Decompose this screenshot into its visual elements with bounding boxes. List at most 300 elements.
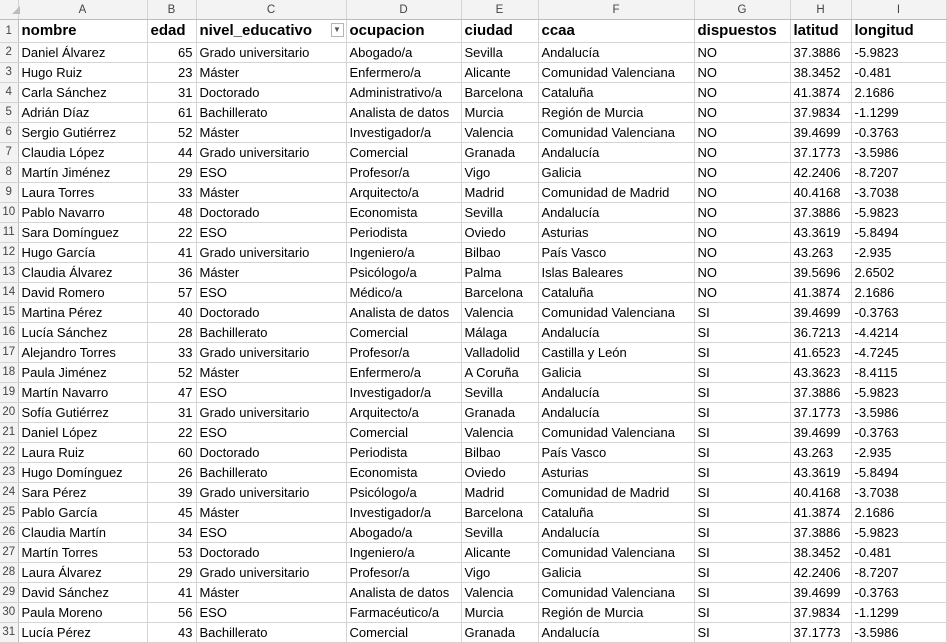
cell-ocupacion[interactable]: Comercial (346, 143, 461, 163)
cell-dispuestos[interactable]: SI (694, 363, 790, 383)
cell-ocupacion[interactable]: Analista de datos (346, 303, 461, 323)
cell-edad[interactable]: 28 (147, 323, 196, 343)
cell-dispuestos[interactable]: NO (694, 183, 790, 203)
cell-ocupacion[interactable]: Periodista (346, 443, 461, 463)
cell-nombre[interactable]: Lucía Pérez (18, 623, 147, 643)
cell-ccaa[interactable]: País Vasco (538, 243, 694, 263)
cell-latitud[interactable]: 37.1773 (790, 403, 851, 423)
cell-ciudad[interactable]: Barcelona (461, 283, 538, 303)
cell-nombre[interactable]: Martín Torres (18, 543, 147, 563)
header-cell-latitud[interactable] (790, 20, 851, 43)
cell-ciudad[interactable]: Barcelona (461, 83, 538, 103)
cell-edad[interactable]: 60 (147, 443, 196, 463)
cell-nivel-educativo[interactable]: ESO (196, 523, 346, 543)
row-header[interactable]: 24 (0, 483, 18, 503)
cell-latitud[interactable]: 42.2406 (790, 563, 851, 583)
cell-longitud[interactable]: -5.8494 (851, 223, 946, 243)
cell-ocupacion[interactable]: Investigador/a (346, 503, 461, 523)
cell-ciudad[interactable]: Málaga (461, 323, 538, 343)
row-header[interactable]: 1 (0, 20, 18, 43)
cell-ccaa[interactable]: Comunidad de Madrid (538, 183, 694, 203)
cell-nombre[interactable]: Laura Álvarez (18, 563, 147, 583)
cell-ocupacion[interactable]: Investigador/a (346, 383, 461, 403)
cell-latitud[interactable]: 43.3623 (790, 363, 851, 383)
cell-latitud[interactable]: 39.4699 (790, 123, 851, 143)
cell-nivel-educativo[interactable]: ESO (196, 383, 346, 403)
cell-latitud[interactable]: 39.4699 (790, 303, 851, 323)
cell-dispuestos[interactable]: SI (694, 503, 790, 523)
cell-longitud[interactable]: 2.1686 (851, 283, 946, 303)
cell-nivel-educativo[interactable]: Grado universitario (196, 243, 346, 263)
row-header[interactable]: 5 (0, 103, 18, 123)
cell-longitud[interactable]: -0.481 (851, 63, 946, 83)
cell-ocupacion[interactable]: Economista (346, 203, 461, 223)
cell-ciudad[interactable]: Granada (461, 623, 538, 643)
cell-ccaa[interactable]: Cataluña (538, 503, 694, 523)
cell-dispuestos[interactable]: SI (694, 323, 790, 343)
cell-ciudad[interactable]: Bilbao (461, 443, 538, 463)
cell-ccaa[interactable]: Cataluña (538, 83, 694, 103)
cell-ccaa[interactable]: Islas Baleares (538, 263, 694, 283)
cell-dispuestos[interactable]: SI (694, 603, 790, 623)
cell-ciudad[interactable]: Oviedo (461, 463, 538, 483)
cell-nombre[interactable]: Hugo Domínguez (18, 463, 147, 483)
cell-longitud[interactable]: -0.3763 (851, 123, 946, 143)
cell-edad[interactable]: 48 (147, 203, 196, 223)
row-header[interactable]: 13 (0, 263, 18, 283)
cell-dispuestos[interactable]: NO (694, 243, 790, 263)
cell-ciudad[interactable]: Vigo (461, 563, 538, 583)
cell-edad[interactable]: 53 (147, 543, 196, 563)
row-header[interactable]: 9 (0, 183, 18, 203)
cell-edad[interactable]: 56 (147, 603, 196, 623)
cell-latitud[interactable]: 37.1773 (790, 623, 851, 643)
cell-nombre[interactable]: Hugo Ruiz (18, 63, 147, 83)
cell-dispuestos[interactable]: SI (694, 403, 790, 423)
cell-ccaa[interactable]: Comunidad Valenciana (538, 123, 694, 143)
cell-ocupacion[interactable]: Investigador/a (346, 123, 461, 143)
cell-latitud[interactable]: 39.4699 (790, 583, 851, 603)
row-header[interactable]: 14 (0, 283, 18, 303)
cell-ciudad[interactable]: Granada (461, 143, 538, 163)
row-header[interactable]: 25 (0, 503, 18, 523)
cell-edad[interactable]: 22 (147, 423, 196, 443)
cell-ocupacion[interactable]: Comercial (346, 323, 461, 343)
cell-ocupacion[interactable]: Administrativo/a (346, 83, 461, 103)
column-header-f[interactable]: F (538, 0, 694, 20)
cell-nombre[interactable]: Hugo García (18, 243, 147, 263)
cell-dispuestos[interactable]: SI (694, 463, 790, 483)
cell-ccaa[interactable]: Asturias (538, 223, 694, 243)
cell-longitud[interactable]: 2.1686 (851, 503, 946, 523)
cell-ocupacion[interactable]: Comercial (346, 623, 461, 643)
row-header[interactable]: 31 (0, 623, 18, 643)
cell-dispuestos[interactable]: NO (694, 283, 790, 303)
cell-latitud[interactable]: 40.4168 (790, 183, 851, 203)
cell-latitud[interactable]: 37.3886 (790, 43, 851, 63)
cell-dispuestos[interactable]: SI (694, 443, 790, 463)
cell-nivel-educativo[interactable]: ESO (196, 223, 346, 243)
cell-ccaa[interactable]: Andalucía (538, 403, 694, 423)
cell-ccaa[interactable]: Andalucía (538, 523, 694, 543)
cell-nombre[interactable]: Sofía Gutiérrez (18, 403, 147, 423)
cell-ciudad[interactable]: Sevilla (461, 383, 538, 403)
row-header[interactable]: 28 (0, 563, 18, 583)
cell-latitud[interactable]: 42.2406 (790, 163, 851, 183)
cell-ciudad[interactable]: Barcelona (461, 503, 538, 523)
row-header[interactable]: 27 (0, 543, 18, 563)
cell-latitud[interactable]: 41.3874 (790, 83, 851, 103)
cell-nivel-educativo[interactable]: Bachillerato (196, 623, 346, 643)
cell-longitud[interactable]: -4.7245 (851, 343, 946, 363)
cell-latitud[interactable]: 41.6523 (790, 343, 851, 363)
row-header[interactable]: 22 (0, 443, 18, 463)
header-cell-ccaa[interactable] (538, 20, 694, 43)
cell-longitud[interactable]: -0.3763 (851, 423, 946, 443)
cell-edad[interactable]: 41 (147, 243, 196, 263)
cell-nombre[interactable]: Lucía Sánchez (18, 323, 147, 343)
row-header[interactable]: 6 (0, 123, 18, 143)
cell-edad[interactable]: 40 (147, 303, 196, 323)
cell-edad[interactable]: 44 (147, 143, 196, 163)
cell-ocupacion[interactable]: Enfermero/a (346, 363, 461, 383)
cell-ccaa[interactable]: Cataluña (538, 283, 694, 303)
cell-longitud[interactable]: -5.9823 (851, 383, 946, 403)
header-cell-ocupacion[interactable] (346, 20, 461, 43)
cell-dispuestos[interactable]: SI (694, 563, 790, 583)
cell-dispuestos[interactable]: SI (694, 583, 790, 603)
cell-ocupacion[interactable]: Psicólogo/a (346, 483, 461, 503)
cell-nivel-educativo[interactable]: Máster (196, 263, 346, 283)
row-header[interactable]: 10 (0, 203, 18, 223)
cell-ocupacion[interactable]: Profesor/a (346, 163, 461, 183)
cell-ciudad[interactable]: Valencia (461, 303, 538, 323)
cell-edad[interactable]: 52 (147, 123, 196, 143)
row-header[interactable]: 3 (0, 63, 18, 83)
cell-latitud[interactable]: 37.3886 (790, 383, 851, 403)
cell-edad[interactable]: 34 (147, 523, 196, 543)
cell-ccaa[interactable]: Comunidad Valenciana (538, 543, 694, 563)
cell-ciudad[interactable]: Valencia (461, 123, 538, 143)
cell-latitud[interactable]: 36.7213 (790, 323, 851, 343)
cell-dispuestos[interactable]: SI (694, 543, 790, 563)
cell-dispuestos[interactable]: NO (694, 103, 790, 123)
row-header[interactable]: 4 (0, 83, 18, 103)
select-all-corner[interactable] (0, 0, 18, 20)
row-header[interactable]: 12 (0, 243, 18, 263)
cell-latitud[interactable]: 37.3886 (790, 523, 851, 543)
cell-dispuestos[interactable]: NO (694, 163, 790, 183)
cell-dispuestos[interactable]: SI (694, 343, 790, 363)
header-cell-nombre[interactable] (18, 20, 147, 43)
cell-longitud[interactable]: -8.4115 (851, 363, 946, 383)
cell-longitud[interactable]: -3.7038 (851, 483, 946, 503)
cell-longitud[interactable]: -3.7038 (851, 183, 946, 203)
cell-nivel-educativo[interactable]: Bachillerato (196, 323, 346, 343)
cell-dispuestos[interactable]: NO (694, 143, 790, 163)
cell-dispuestos[interactable]: NO (694, 63, 790, 83)
cell-ccaa[interactable]: Región de Murcia (538, 103, 694, 123)
cell-ciudad[interactable]: Vigo (461, 163, 538, 183)
cell-ciudad[interactable]: Alicante (461, 63, 538, 83)
cell-nombre[interactable]: Sara Pérez (18, 483, 147, 503)
cell-nombre[interactable]: Sara Domínguez (18, 223, 147, 243)
cell-edad[interactable]: 39 (147, 483, 196, 503)
cell-ocupacion[interactable]: Psicólogo/a (346, 263, 461, 283)
cell-nivel-educativo[interactable]: Bachillerato (196, 463, 346, 483)
cell-longitud[interactable]: -5.9823 (851, 203, 946, 223)
cell-ciudad[interactable]: Madrid (461, 183, 538, 203)
cell-ocupacion[interactable]: Ingeniero/a (346, 543, 461, 563)
filter-dropdown-button[interactable]: ▼ (331, 23, 344, 37)
cell-ocupacion[interactable]: Profesor/a (346, 563, 461, 583)
cell-nivel-educativo[interactable]: Doctorado (196, 303, 346, 323)
cell-ocupacion[interactable]: Economista (346, 463, 461, 483)
cell-dispuestos[interactable]: NO (694, 203, 790, 223)
cell-dispuestos[interactable]: SI (694, 383, 790, 403)
cell-nivel-educativo[interactable]: Máster (196, 503, 346, 523)
cell-edad[interactable]: 31 (147, 83, 196, 103)
cell-nivel-educativo[interactable]: Doctorado (196, 443, 346, 463)
cell-dispuestos[interactable]: SI (694, 483, 790, 503)
cell-nombre[interactable]: Paula Moreno (18, 603, 147, 623)
row-header[interactable]: 26 (0, 523, 18, 543)
column-header-i[interactable]: I (851, 0, 946, 20)
cell-ccaa[interactable]: Asturias (538, 463, 694, 483)
cell-ccaa[interactable]: Andalucía (538, 143, 694, 163)
cell-ccaa[interactable]: Comunidad Valenciana (538, 423, 694, 443)
cell-ccaa[interactable]: Galicia (538, 163, 694, 183)
cell-nombre[interactable]: Martín Jiménez (18, 163, 147, 183)
cell-nivel-educativo[interactable]: Máster (196, 363, 346, 383)
header-cell-ciudad[interactable] (461, 20, 538, 43)
cell-ocupacion[interactable]: Comercial (346, 423, 461, 443)
cell-nombre[interactable]: Daniel López (18, 423, 147, 443)
cell-nombre[interactable]: Laura Ruiz (18, 443, 147, 463)
cell-ccaa[interactable]: Andalucía (538, 623, 694, 643)
cell-longitud[interactable]: 2.6502 (851, 263, 946, 283)
cell-dispuestos[interactable]: NO (694, 263, 790, 283)
cell-edad[interactable]: 47 (147, 383, 196, 403)
cell-nombre[interactable]: Adrián Díaz (18, 103, 147, 123)
cell-dispuestos[interactable]: SI (694, 423, 790, 443)
cell-longitud[interactable]: -0.3763 (851, 583, 946, 603)
cell-nombre[interactable]: Alejandro Torres (18, 343, 147, 363)
cell-dispuestos[interactable]: NO (694, 223, 790, 243)
cell-ccaa[interactable]: Comunidad Valenciana (538, 583, 694, 603)
cell-ocupacion[interactable]: Arquitecto/a (346, 403, 461, 423)
cell-latitud[interactable]: 39.4699 (790, 423, 851, 443)
row-header[interactable]: 18 (0, 363, 18, 383)
column-header-e[interactable]: E (461, 0, 538, 20)
cell-dispuestos[interactable]: NO (694, 83, 790, 103)
cell-latitud[interactable]: 38.3452 (790, 543, 851, 563)
cell-ciudad[interactable]: Madrid (461, 483, 538, 503)
cell-longitud[interactable]: -5.9823 (851, 523, 946, 543)
cell-edad[interactable]: 61 (147, 103, 196, 123)
cell-edad[interactable]: 29 (147, 163, 196, 183)
row-header[interactable]: 17 (0, 343, 18, 363)
row-header[interactable]: 20 (0, 403, 18, 423)
cell-nivel-educativo[interactable]: ESO (196, 423, 346, 443)
cell-ocupacion[interactable]: Farmacéutico/a (346, 603, 461, 623)
cell-dispuestos[interactable]: SI (694, 303, 790, 323)
cell-ciudad[interactable]: Sevilla (461, 43, 538, 63)
header-cell-dispuestos[interactable] (694, 20, 790, 43)
cell-edad[interactable]: 26 (147, 463, 196, 483)
cell-ccaa[interactable]: Galicia (538, 363, 694, 383)
cell-latitud[interactable]: 37.3886 (790, 203, 851, 223)
cell-ciudad[interactable]: Bilbao (461, 243, 538, 263)
cell-ocupacion[interactable]: Profesor/a (346, 343, 461, 363)
cell-ciudad[interactable]: Granada (461, 403, 538, 423)
row-header[interactable]: 2 (0, 43, 18, 63)
cell-nivel-educativo[interactable]: Doctorado (196, 83, 346, 103)
cell-edad[interactable]: 29 (147, 563, 196, 583)
cell-ccaa[interactable]: Andalucía (538, 43, 694, 63)
cell-nivel-educativo[interactable]: Máster (196, 63, 346, 83)
cell-nombre[interactable]: Martina Pérez (18, 303, 147, 323)
cell-nombre[interactable]: Sergio Gutiérrez (18, 123, 147, 143)
cell-longitud[interactable]: -4.4214 (851, 323, 946, 343)
cell-ocupacion[interactable]: Arquitecto/a (346, 183, 461, 203)
cell-ccaa[interactable]: Comunidad Valenciana (538, 303, 694, 323)
cell-longitud[interactable]: -5.8494 (851, 463, 946, 483)
cell-edad[interactable]: 43 (147, 623, 196, 643)
cell-nombre[interactable]: Paula Jiménez (18, 363, 147, 383)
cell-nivel-educativo[interactable]: Grado universitario (196, 483, 346, 503)
cell-latitud[interactable]: 39.5696 (790, 263, 851, 283)
cell-nivel-educativo[interactable]: Grado universitario (196, 343, 346, 363)
cell-latitud[interactable]: 43.263 (790, 243, 851, 263)
cell-ocupacion[interactable]: Abogado/a (346, 43, 461, 63)
cell-ocupacion[interactable]: Abogado/a (346, 523, 461, 543)
cell-ccaa[interactable]: Galicia (538, 563, 694, 583)
cell-latitud[interactable]: 43.3619 (790, 463, 851, 483)
row-header[interactable]: 15 (0, 303, 18, 323)
column-header-g[interactable]: G (694, 0, 790, 20)
cell-ccaa[interactable]: Región de Murcia (538, 603, 694, 623)
cell-nivel-educativo[interactable]: ESO (196, 603, 346, 623)
cell-longitud[interactable]: -0.481 (851, 543, 946, 563)
cell-nombre[interactable]: Claudia Martín (18, 523, 147, 543)
cell-longitud[interactable]: -8.7207 (851, 563, 946, 583)
cell-nivel-educativo[interactable]: Grado universitario (196, 143, 346, 163)
cell-nombre[interactable]: Pablo García (18, 503, 147, 523)
header-cell-nivel-educativo[interactable] (196, 20, 346, 43)
cell-ocupacion[interactable]: Analista de datos (346, 103, 461, 123)
cell-latitud[interactable]: 41.3874 (790, 283, 851, 303)
cell-latitud[interactable]: 37.9834 (790, 603, 851, 623)
cell-latitud[interactable]: 38.3452 (790, 63, 851, 83)
cell-edad[interactable]: 65 (147, 43, 196, 63)
cell-nivel-educativo[interactable]: Bachillerato (196, 103, 346, 123)
cell-longitud[interactable]: -1.1299 (851, 103, 946, 123)
cell-ccaa[interactable]: Andalucía (538, 203, 694, 223)
cell-ciudad[interactable]: Sevilla (461, 203, 538, 223)
cell-ciudad[interactable]: Sevilla (461, 523, 538, 543)
cell-edad[interactable]: 36 (147, 263, 196, 283)
cell-longitud[interactable]: -3.5986 (851, 143, 946, 163)
cell-nivel-educativo[interactable]: ESO (196, 163, 346, 183)
cell-dispuestos[interactable]: SI (694, 523, 790, 543)
cell-nivel-educativo[interactable]: Máster (196, 583, 346, 603)
row-header[interactable]: 29 (0, 583, 18, 603)
cell-ccaa[interactable]: País Vasco (538, 443, 694, 463)
cell-edad[interactable]: 23 (147, 63, 196, 83)
cell-edad[interactable]: 22 (147, 223, 196, 243)
cell-ccaa[interactable]: Comunidad Valenciana (538, 63, 694, 83)
cell-ciudad[interactable]: Palma (461, 263, 538, 283)
row-header[interactable]: 8 (0, 163, 18, 183)
cell-ccaa[interactable]: Comunidad de Madrid (538, 483, 694, 503)
column-header-h[interactable]: H (790, 0, 851, 20)
row-header[interactable]: 23 (0, 463, 18, 483)
cell-dispuestos[interactable]: NO (694, 123, 790, 143)
cell-nivel-educativo[interactable]: Doctorado (196, 203, 346, 223)
column-header-c[interactable]: C (196, 0, 346, 20)
row-header[interactable]: 7 (0, 143, 18, 163)
cell-edad[interactable]: 52 (147, 363, 196, 383)
cell-nivel-educativo[interactable]: Grado universitario (196, 43, 346, 63)
cell-nombre[interactable]: Carla Sánchez (18, 83, 147, 103)
cell-edad[interactable]: 57 (147, 283, 196, 303)
cell-longitud[interactable]: -3.5986 (851, 623, 946, 643)
cell-ciudad[interactable]: Murcia (461, 103, 538, 123)
cell-longitud[interactable]: -2.935 (851, 243, 946, 263)
column-header-d[interactable]: D (346, 0, 461, 20)
cell-edad[interactable]: 33 (147, 183, 196, 203)
cell-longitud[interactable]: -3.5986 (851, 403, 946, 423)
cell-latitud[interactable]: 41.3874 (790, 503, 851, 523)
row-header[interactable]: 30 (0, 603, 18, 623)
cell-ccaa[interactable]: Andalucía (538, 323, 694, 343)
cell-ocupacion[interactable]: Ingeniero/a (346, 243, 461, 263)
column-header-b[interactable]: B (147, 0, 196, 20)
cell-ocupacion[interactable]: Médico/a (346, 283, 461, 303)
header-cell-edad[interactable] (147, 20, 196, 43)
row-header[interactable]: 16 (0, 323, 18, 343)
cell-edad[interactable]: 33 (147, 343, 196, 363)
cell-nombre[interactable]: Claudia López (18, 143, 147, 163)
cell-longitud[interactable]: -2.935 (851, 443, 946, 463)
cell-longitud[interactable]: -5.9823 (851, 43, 946, 63)
cell-ccaa[interactable]: Andalucía (538, 383, 694, 403)
cell-edad[interactable]: 45 (147, 503, 196, 523)
cell-nombre[interactable]: Pablo Navarro (18, 203, 147, 223)
cell-nombre[interactable]: David Sánchez (18, 583, 147, 603)
cell-ciudad[interactable]: Murcia (461, 603, 538, 623)
cell-longitud[interactable]: 2.1686 (851, 83, 946, 103)
cell-latitud[interactable]: 43.263 (790, 443, 851, 463)
cell-edad[interactable]: 41 (147, 583, 196, 603)
row-header[interactable]: 19 (0, 383, 18, 403)
cell-ciudad[interactable]: Alicante (461, 543, 538, 563)
cell-latitud[interactable]: 37.1773 (790, 143, 851, 163)
cell-nombre[interactable]: David Romero (18, 283, 147, 303)
header-cell-longitud[interactable] (851, 20, 946, 43)
cell-edad[interactable]: 31 (147, 403, 196, 423)
cell-nivel-educativo[interactable]: Doctorado (196, 543, 346, 563)
cell-ciudad[interactable]: Valencia (461, 583, 538, 603)
cell-ciudad[interactable]: Oviedo (461, 223, 538, 243)
cell-nivel-educativo[interactable]: Máster (196, 183, 346, 203)
row-header[interactable]: 11 (0, 223, 18, 243)
cell-longitud[interactable]: -1.1299 (851, 603, 946, 623)
cell-latitud[interactable]: 43.3619 (790, 223, 851, 243)
cell-ocupacion[interactable]: Periodista (346, 223, 461, 243)
cell-ciudad[interactable]: A Coruña (461, 363, 538, 383)
